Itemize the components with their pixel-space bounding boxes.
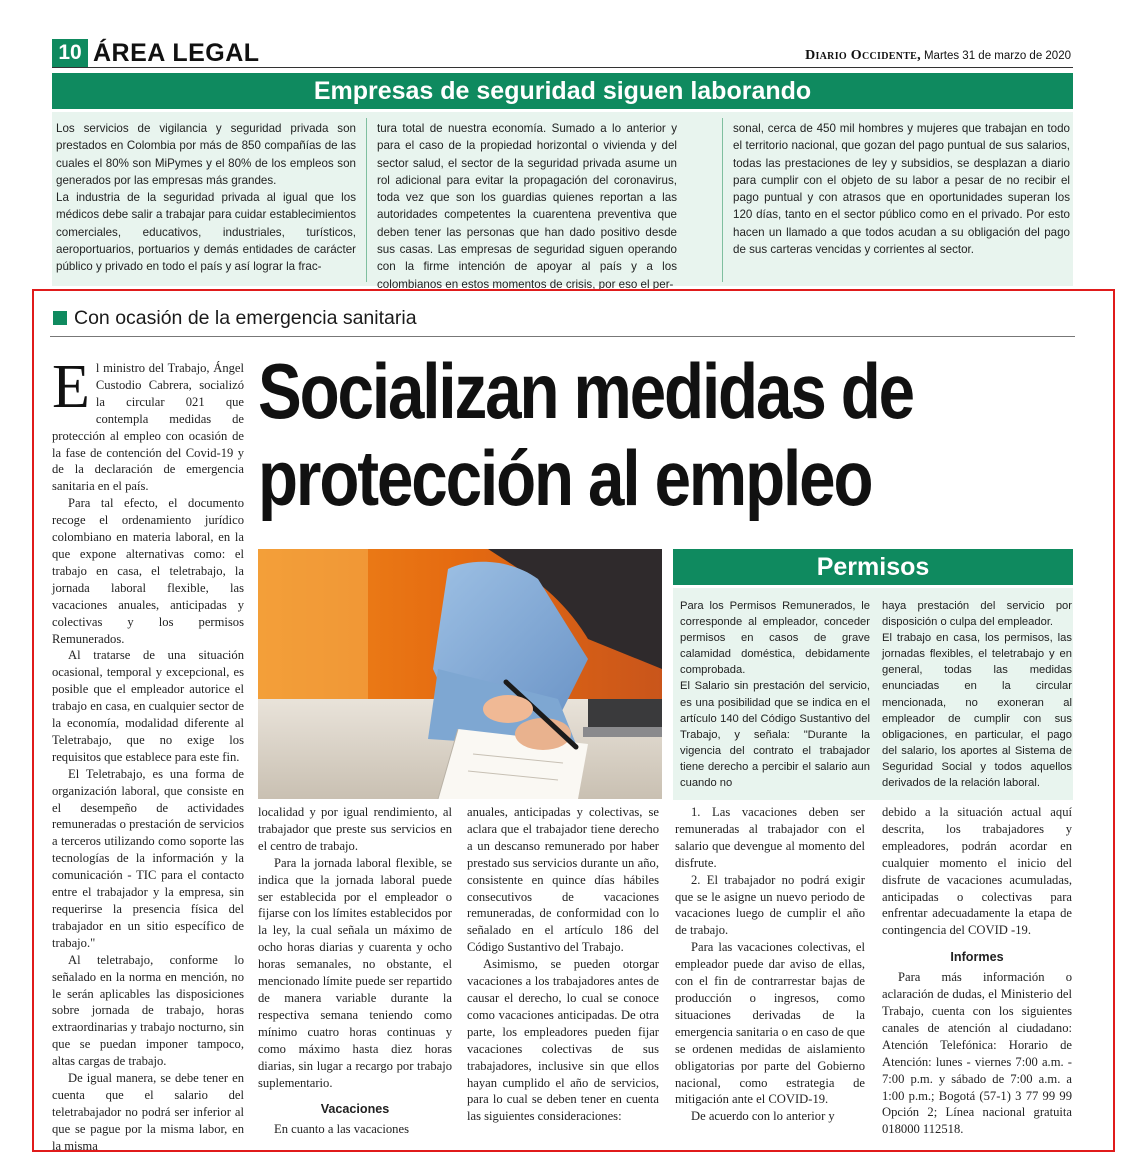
drop-cap: E (52, 353, 90, 421)
paragraph: debido a la situación actual aquí descrita, los trabajadores y empleadores, podrán acordar en cualquier momento el inicio del disfrute de vacaciones acumuladas, anticipadas o colectivas para enfrentar adecuadamente la etapa de contingencia del COVID -19. (882, 805, 1072, 938)
paragraph: De acuerdo con lo anterior y (691, 1109, 835, 1124)
subhead-informes: Informes (950, 950, 1004, 965)
article-column-5 (882, 804, 1072, 1138)
masthead (805, 48, 1071, 63)
paragraph: En cuanto a las vacaciones (274, 1122, 409, 1137)
article-column-2 (258, 804, 452, 1138)
section-title: ÁREA LEGAL (93, 39, 260, 67)
headline-line-1: Socializan medidas de (258, 347, 914, 435)
paragraph: Para las vacaciones colectivas, el empleador puede dar aviso de ellas, con el fin de contrarrestar bajas de producción o ingresos, como situaciones derivadas de la emergencia sanitaria o en caso de que se ordenen medidas de aislamiento obligatorias por parte del Gobierno nacional, como estrategia de mitigación ante el COVID-19. (675, 940, 865, 1107)
headline-line-2: protección al empleo (258, 434, 872, 522)
paragraph: Para los Permisos Remunerados, le corresponde al empleador, conceder permisos en casos de grave calamidad doméstica, debidamente comprobada. (680, 600, 870, 677)
list-item: 2. El trabajador no podrá exigir que se le asigne un nuevo periodo de vacaciones luego de cumplir el año de trabajo. (675, 872, 865, 938)
kicker-rule (50, 336, 1075, 337)
paragraph: tura total de nuestra economía. Sumado a lo anterior y para el caso de la propiedad horizontal o vivienda y del sector salud, el sector de la seguridad privada asume un rol adicional para evitar la propagación del coronavirus, toda vez que son los guardias quienes reportan a las autoridades competentes la cuarentena preventiva que deben tener las personas que han dado positivo desde sus casas. Las empresas de seguridad siguen operando con la firme intención de apoyar al país y a los colombianos en estos momentos de crisis, por eso el per- (377, 122, 677, 291)
article-photo (258, 549, 662, 799)
paragraph: anuales, anticipadas y colectivas, se aclara que el trabajador tiene derecho a un descanso remunerado por haber prestado sus servicios durante un año, consistente en quince días hábiles consecutivos de vacaciones remuneradas, de conformidad con lo señalado en el artículo 186 del Código Sustantivo del Trabajo. (467, 805, 659, 955)
subhead-vacaciones: Vacaciones (320, 1102, 390, 1117)
permisos-title: Permisos (673, 549, 1073, 585)
paragraph: Asimismo, se pueden otorgar vacaciones a los trabajadores antes de causar el derecho, lo cual se conoce como vacaciones anticipadas. De otra parte, los empleadores pueden fijar vacaciones colectivas de sus trabajadores, inclusive sin que ellos hayan cumplido el año de servicios, para lo cual se deben tener en cuenta las siguientes consideraciones: (467, 957, 659, 1124)
paragraph: El trabajo en casa, los permisos, las jornadas flexibles, el teletrabajo y en general, todas las medidas enunciadas en la circular mencionada, no exoneran al empleador de cumplir con sus obligaciones, en particular, el pago del salario, los aportes al Sistema de Seguridad Social y todos aquellos derivados de la relación laboral. (882, 632, 1072, 790)
paragraph: Para la jornada laboral flexible, se indica que la jornada laboral puede ser establecida por el empleador o fijarse con los límites establecidos por la ley, la cual señala un máximo de ocho horas diarias y cuarenta y ocho horas semanales, no obstante, el mencionado límite puede ser repartido de manera variable durante la respectiva semana teniendo como mínimo cuatro horas continuas y como máximo hasta diez horas diarias, sin lugar a recargo por trabajo suplementario. (258, 855, 452, 1090)
paragraph: sonal, cerca de 450 mil hombres y mujeres que trabajan en todo el territorio nacional, que gozan del pago puntual de sus salarios, todas las prestaciones de ley y subsidios, se desplazan a diario para cumplir con el objeto de su labor a pesar de no recibir el pago puntual y con atrasos que en oportunidades superan los 120 días, tanto en el sector público como en el privado. Por esto hacen un llamado a que todos acudan a su obligación del pago de sus carteras vencidas y corrientes al sector. (733, 122, 1070, 257)
paragraph: Los servicios de vigilancia y seguridad privada son prestados en Colombia por más de 850 compañías de las cuales el 80% son MiPymes y el 80% de los empleos son generados por las empresas más grandes. (56, 122, 356, 187)
permisos-column-2 (882, 598, 1072, 791)
top-article-column-1 (56, 120, 356, 276)
top-article-column-3 (733, 120, 1070, 258)
paragraph: La industria de la seguridad privada al igual que los médicos debe salir a trabajar para cuidar establecimientos comerciales, educativos, industriales, turísticos, aeroportuarios, portuarios y demás entidades de carácter público y privado en todo el país y así lograr la frac- (56, 191, 356, 274)
article-column-1 (52, 353, 244, 1155)
newspaper-name: Diario Occidente, (805, 48, 921, 63)
square-icon (53, 311, 67, 325)
paragraph: Para tal efecto, el documento recoge el ordenamiento jurídico colombiano en materia laboral, en la que expone alternativas como: el trabajo en casa, el teletrabajo, la jornada laboral flexible, las vacaciones anuales, anticipadas y colectivas y los permisos Remunerados. (52, 496, 244, 646)
column-divider (722, 118, 723, 282)
kicker (53, 306, 417, 330)
lead-paragraph (52, 353, 244, 495)
lead-text: l ministro del Trabajo, Ángel Custodio Cabrera, socializó la circular 021 que contempla medidas de protección al empleo con ocasión de la fase de contención del Covid-19 y de la declaración de emergencia sanitaria en el país. (52, 361, 244, 494)
paragraph: El Salario sin prestación del servicio, es una posibilidad que se indica en el artículo 140 del Código Sustantivo del Trabajo, y señala: "Durante la vigencia del contrato el trabajador tiene derecho a percibir el salario aun cuando no (680, 680, 870, 790)
header-rule (52, 67, 1073, 68)
paragraph: localidad y por igual rendimiento, al trabajador que preste sus servicios en el centro de trabajo. (258, 805, 452, 853)
permisos-column-1 (680, 598, 870, 791)
photo-illustration (258, 549, 662, 799)
paragraph: De igual manera, se debe tener en cuenta que el salario del teletrabajador no podrá ser inferior al que se pague por la misma labor, en la misma (52, 1071, 244, 1153)
page-number: 10 (52, 39, 88, 67)
list-item: 1. Las vacaciones deben ser remuneradas al trabajador con el salario que devengue al momento del disfrute. (675, 805, 865, 870)
kicker-text: Con ocasión de la emergencia sanitaria (74, 307, 417, 329)
paragraph: El Teletrabajo, es una forma de organización laboral, que consiste en el desempeño de actividades remuneradas o prestación de servicios a terceros utilizando como soporte las tecnologías de la información y la comunicación - TIC para el contacto entre el trabajador y la empresa, sin requerirse la presencia física del trabajador en un sitio específico de trabajo." (52, 766, 244, 950)
paragraph: Al teletrabajo, conforme lo señalado en la norma en mención, no le serán aplicables las disposiciones sobre jornada de trabajo, horas extraordinarias y trabajo nocturno, sin que se puedan imponer tampoco, altas cargas de trabajo. (52, 952, 244, 1069)
issue-date: Martes 31 de marzo de 2020 (923, 50, 1071, 62)
main-headline (258, 348, 955, 522)
top-article-column-2 (377, 120, 677, 293)
paragraph: Para más información o aclaración de dudas, el Ministerio del Trabajo, cuenta con los siguientes canales de atención al ciudadano: Atención Telefónica: Horario de Atención: lunes - viernes 7:00 a.m. - 7:00 p.m. y sábado de 7:00 a.m. a 1:00 p.m.; Bogotá (57-1) 3 77 99 99 Opción 2; Línea nacional gratuita 018000 112518. (882, 970, 1072, 1137)
paragraph: haya prestación del servicio por disposición o culpa del empleador. (882, 600, 1072, 629)
paragraph: Al tratarse de una situación ocasional, temporal y excepcional, es posible que el empleador autorice el trabajo en casa, en cualquier sector de la economía, modalidad diferente al Teletrabajo, que no exige los requisitos que establece para este fin. (52, 648, 244, 764)
column-divider (366, 118, 367, 282)
article-column-4 (675, 804, 865, 1125)
top-article-title: Empresas de seguridad siguen laborando (52, 73, 1073, 109)
article-column-3 (467, 804, 659, 1125)
